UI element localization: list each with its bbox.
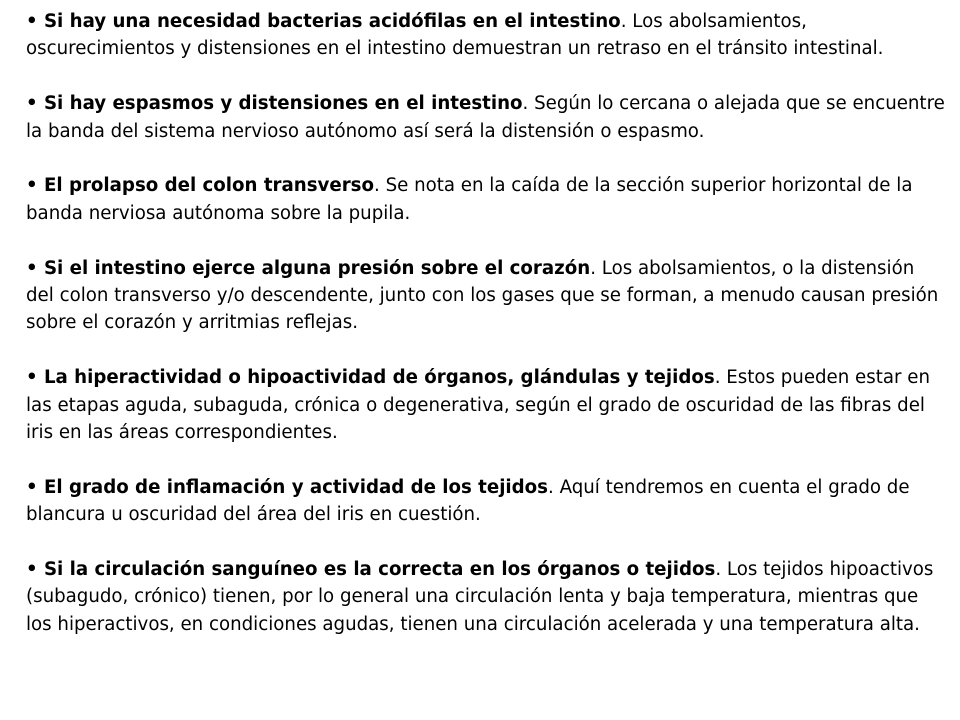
paragraph-text: . Los abolsamientos, o la distensión del colon transverso y/o descendente, junto con los gases que se forman, a menudo causan presión sobre el corazón y arritmias reflejas. xyxy=(26,257,939,334)
paragraph-text: . Estos pueden estar en las etapas aguda, subaguda, crónica o degenerativa, según el grado de oscuridad de las fibras del iris en las áreas correspondientes. xyxy=(26,367,930,444)
paragraph-bacterias xyxy=(26,8,946,63)
paragraph-text: . Los abolsamientos, oscurecimientos y distensiones en el intestino demuestran un retraso en el tránsito intestinal. xyxy=(26,11,884,60)
paragraph-presion-corazon xyxy=(26,255,946,337)
paragraph-hiperactividad xyxy=(26,364,946,446)
paragraph-heading: • Si hay espasmos y distensiones en el intestino xyxy=(26,93,523,115)
slide-body xyxy=(26,8,946,638)
paragraph-heading: • Si la circulación sanguíneo es la correcta en los órganos o tejidos xyxy=(26,559,716,581)
paragraph-text: . Aquí tendremos en cuenta el grado de blancura u oscuridad del área del iris en cuestión. xyxy=(26,476,910,526)
paragraph-text: . Los tejidos hipoactivos (subagudo, crónico) tienen, por lo general una circulación lenta y baja temperatura, mientras que los hiperactivos, en condiciones agudas, tienen una circulación acelerada y una temperatura alta. xyxy=(26,559,934,635)
paragraph-prolapso xyxy=(26,172,946,227)
paragraph-text: . Según lo cercana o alejada que se encuentre la banda del sistema nervioso autónomo así será la distensión o espasmo. xyxy=(26,93,945,142)
paragraph-heading: • El grado de inflamación y actividad de los tejidos xyxy=(26,476,549,498)
paragraph-heading: • Si hay una necesidad bacterias acidófilas en el intestino xyxy=(26,11,621,32)
paragraph-text: . Se nota en la caída de la sección superior horizontal de la banda nerviosa autónoma sobre la pupila. xyxy=(26,175,913,224)
paragraph-inflamacion xyxy=(26,474,946,529)
paragraph-heading: • El prolapso del colon transverso xyxy=(26,175,375,197)
paragraph-circulacion xyxy=(26,556,946,638)
paragraph-heading: • La hiperactividad o hipoactividad de órganos, glándulas y tejidos xyxy=(26,367,715,389)
paragraph-espasmos xyxy=(26,90,946,145)
paragraph-heading: • Si el intestino ejerce alguna presión sobre el corazón xyxy=(26,257,591,279)
